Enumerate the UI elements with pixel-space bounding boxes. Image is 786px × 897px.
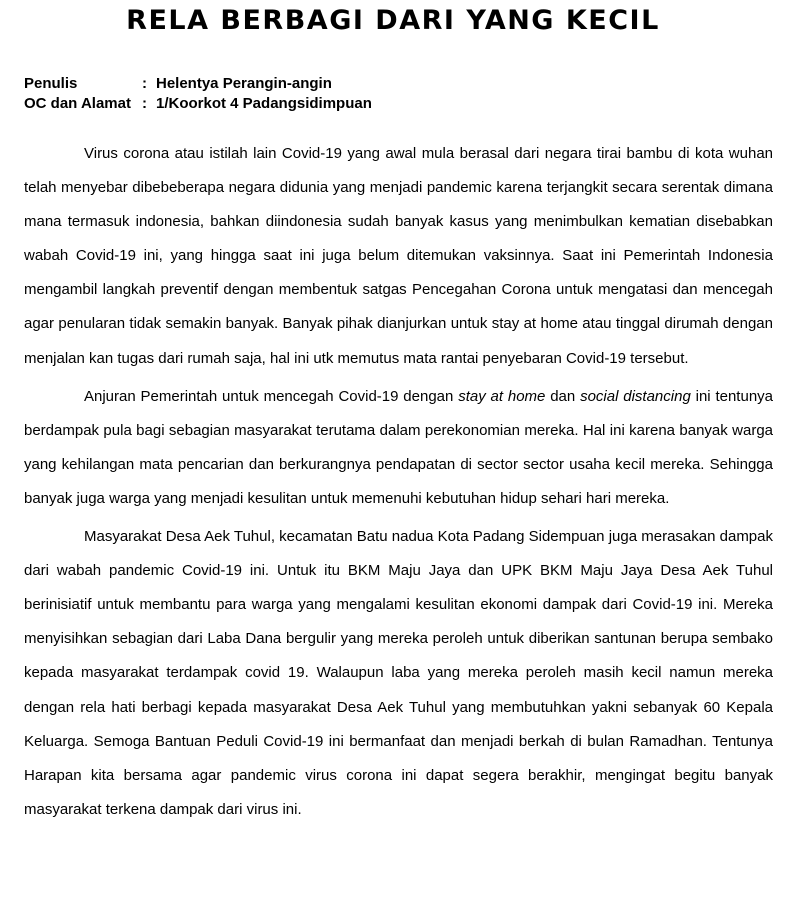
paragraph-2-text-b: dan [545,387,581,405]
paragraph-1: Virus corona atau istilah lain Covid-19 yang awal mula berasal dari negara tirai bambu di kota wuhan telah menyebar dibebeberapa negara didunia yang menjadi pandemic karena terjangkit secara serentak dimana mana termasuk indonesia, bahkan diindonesia sudah banyak kasus yang menimbulkan kematian disebabkan wabah Covid-19 ini, yang hingga saat ini juga belum ditemukan vaksinnya. Saat ini Pemerintah Indonesia mengambil langkah preventif dengan membentuk satgas Pencegahan Corona untuk mengatasi dan mencegah agar penularan tidak semakin banyak. Banyak pihak dianjurkan untuk stay at home atau tinggal dirumah dengan menjalan kan tugas dari rumah saja, hal ini utk memutus mata rantai penyebaran Covid-19 tersebut. [24,145,773,367]
author-separator: : [142,75,147,92]
paragraph-2-italic-stay-at-home: stay at home [458,387,546,405]
author-info [24,74,372,114]
author-name: Helentya Perangin-angin [156,75,332,92]
address-label: OC dan Alamat [24,95,131,112]
paragraph-2-italic-social-distancing: social distancing [580,387,691,405]
paragraph-2-text-a: Anjuran Pemerintah untuk mencegah Covid-19 dengan [84,387,459,405]
author-label: Penulis [24,75,78,92]
document-title: RELA BERBAGI DARI YANG KECIL [126,5,660,36]
paragraph-3: Masyarakat Desa Aek Tuhul, kecamatan Batu nadua Kota Padang Sidempuan juga merasakan dampak dari wabah pandemic Covid-19 ini. Untuk itu BKM Maju Jaya dan UPK BKM Maju Jaya Desa Aek Tuhul berinisiatif untuk membantu para warga yang mengalami kesulitan ekonomi dampak dari Covid-19 ini. Mereka menyisihkan sebagian dari Laba Dana bergulir yang mereka peroleh untuk diberikan santunan berupa sembako kepada masyarakat terdampak covid 19. Walaupun laba yang mereka peroleh masih kecil namun mereka dengan rela hati berbagi kepada masyarakat Desa Aek Tuhul yang membutuhkan yakni sebanyak 60 Kepala Keluarga. Semoga Bantuan Peduli Covid-19 ini bermanfaat dan menjadi berkah di bulan Ramadhan. Tentunya Harapan kita bersama agar pandemic virus corona ini dapat segera berakhir, mengingat begitu banyak masyarakat terkena dampak dari virus ini. [24,528,773,818]
paragraph-2-text-c: ini tentunya berdampak pula bagi sebagian masyarakat terutama dalam perekonomian mereka. Hal ini karena banyak warga yang kehilangan mata pencarian dan berkurangnya pendapatan di sector sector usaha kecil mereka. Sehingga banyak juga warga yang menjadi kesulitan untuk memenuhi kebutuhan hidup sehari hari mereka. [24,387,773,507]
paragraph-2 [24,380,773,516]
article-body [24,137,773,831]
address-value: 1/Koorkot 4 Padangsidimpuan [156,95,372,112]
address-separator: : [142,95,147,112]
author-row [24,74,372,94]
address-row [24,94,372,114]
